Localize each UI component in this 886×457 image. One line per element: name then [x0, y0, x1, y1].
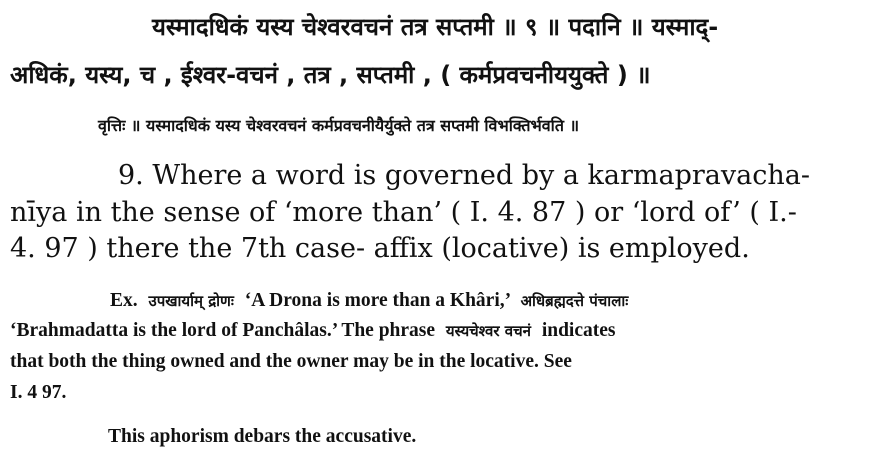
example-sanskrit-a: उपखार्याम् द्रोणः	[148, 292, 234, 310]
example-line-3: that both the thing owned and the owner may be in the locative. See	[10, 351, 572, 372]
sutra-line-1: यस्मादधिकं यस्य चेश्वरवचनं तत्र सप्तमी ॥ ९ ॥ पदानि ॥ यस्माद्-	[152, 13, 719, 41]
example-line-1	[110, 290, 628, 312]
example-line-2	[10, 320, 616, 342]
translation-line-2: nīya in the sense of ‘more than’ ( I. 4. 87 ) or ‘lord of’ ( I.-	[10, 197, 797, 228]
example-english-a: ‘A Drona is more than a Khâri,’	[244, 290, 510, 311]
closing-note: This aphorism debars the accusative.	[108, 426, 417, 447]
vritti-commentary: वृत्तिः ॥ यस्मादधिकं यस्य चेश्वरवचनं कर्मप्रवचनीयैर्युक्ते तत्र सप्तमी विभक्तिर्भवति ॥	[98, 116, 580, 135]
sutra-line-2: अधिकं, यस्य, च , ईश्वर-वचनं , तत्र , सप्तमी , ( कर्मप्रवचनीययुक्ते ) ॥	[10, 61, 651, 89]
example-prefix: Ex.	[110, 290, 138, 311]
translation-line-3: 4. 97 ) there the 7th case- affix (locative) is employed.	[10, 233, 750, 264]
example-english-c: indicates	[541, 320, 616, 341]
translation-line-1: 9. Where a word is governed by a karmapravacha-	[118, 160, 810, 191]
example-sanskrit-b: अधिब्रह्मदत्ते पंचालाः	[520, 292, 629, 310]
example-line-4: I. 4 97.	[10, 382, 67, 403]
example-english-b: ‘Brahmadatta is the lord of Panchâlas.’ The phrase	[10, 320, 436, 341]
example-sanskrit-phrase: यस्यचेश्वर वचनं	[445, 322, 531, 340]
